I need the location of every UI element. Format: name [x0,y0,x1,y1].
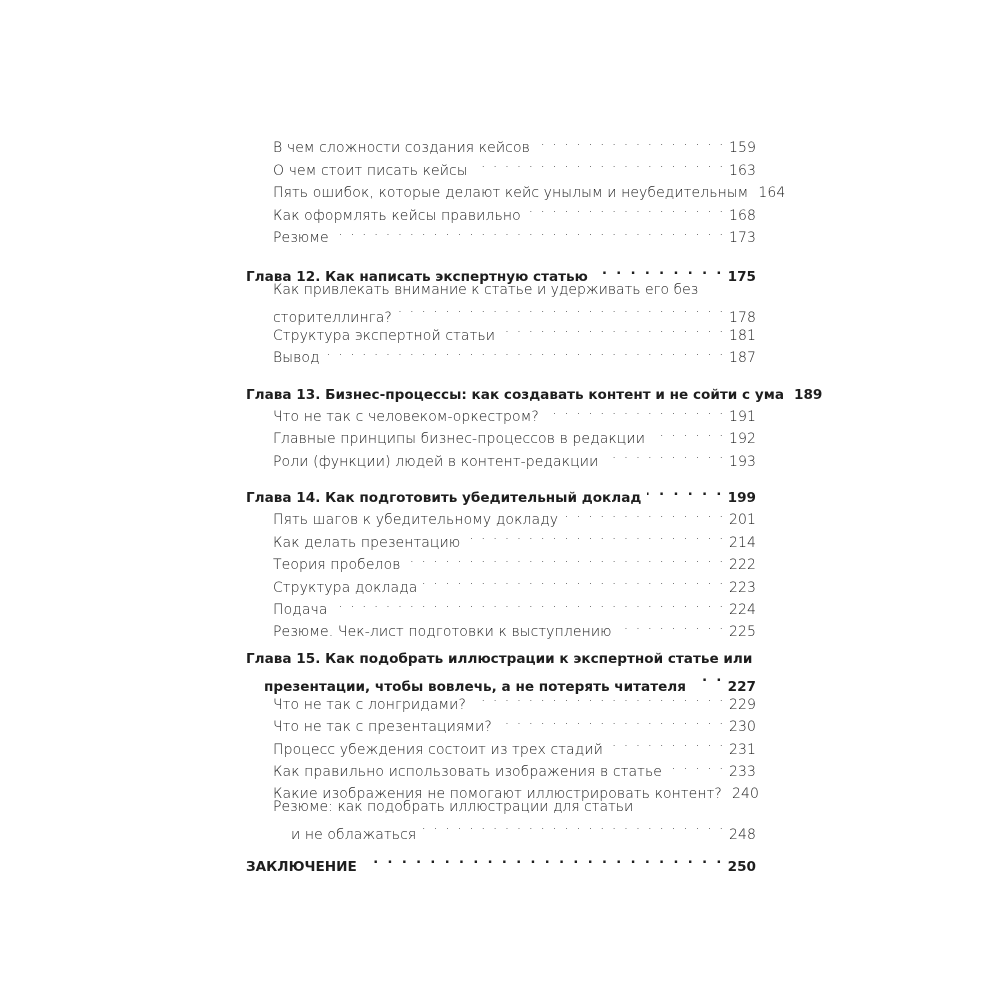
toc-entry-page: 225 [728,624,756,641]
toc-entry-title: Вывод [273,350,320,367]
toc-entry-title: Пять ошибок, которые делают кейс унылым и неубедительным [273,185,749,202]
toc-entry-page: 159 [728,140,756,157]
chapter-heading [246,259,756,286]
toc-entry-page: 191 [728,408,756,425]
conclusion-page: 250 [727,858,756,875]
toc-entry-page: 233 [728,763,756,780]
toc-entry-page: 248 [728,826,756,843]
toc-entry-title: Главные принципы бизнес-процессов в редакции [273,431,646,448]
dot-leader [474,152,725,174]
toc-entry-page: 229 [728,696,756,713]
conclusion-section [246,848,756,875]
toc-entry-title: Как правильно использовать изображения в статье [273,763,663,780]
dot-leader [604,443,725,465]
toc-entry-title: Что не так с человеком-оркестром? [273,408,539,425]
toc-entry-page: 240 [731,786,759,803]
toc-entry-page: 193 [728,453,756,470]
chapter-page: 227 [727,678,756,695]
toc-entry [246,299,756,326]
dot-leader [423,569,724,591]
chapter-page: 189 [794,386,823,403]
toc-entry-page: 187 [728,350,756,367]
toc-entry-page: 230 [728,719,756,736]
dot-leader [594,259,724,281]
chapter-15-section [246,650,759,843]
toc-entry-title: Роли (функции) людей в контент-редакции [273,453,599,470]
toc-entry-title: Резюме. Чек-лист подготовки к выступлению [273,624,612,641]
chapter-title-line2: презентации, чтобы вовлечь, а не потерять читателя [264,678,686,695]
dot-leader [651,421,725,443]
dot-leader [536,130,725,152]
toc-entry-title: Теория пробелов [273,557,401,574]
dot-leader [335,220,725,242]
toc-entry-page: 222 [728,557,756,574]
toc-entry-title: Процесс убеждения состоит из трех стадий [273,741,603,758]
dot-leader [618,614,725,636]
dot-leader [326,340,725,362]
toc-entry-title: Резюме [273,229,329,246]
toc-entry-page: 164 [758,185,786,202]
dot-leader [609,731,725,753]
dot-leader [668,754,725,776]
dot-leader [334,592,725,614]
chapter-title: Глава 13. Бизнес-процессы: как создавать контент и не сойти с ума [246,386,784,403]
toc-entry-title-line1: Как привлекать внимание к статье и удерживать его без [273,282,699,299]
toc-entry-title: Какие изображения не помогают иллюстрировать контент? [273,786,722,803]
dot-leader [472,686,725,708]
toc-entry-page: 192 [728,431,756,448]
toc-entry-page: 168 [728,207,756,224]
dot-leader [363,848,724,870]
chapter-11-section [246,130,786,246]
toc-entry-title-line2: сторителлинга? [273,309,392,326]
toc-entry [246,130,756,157]
chapter-title: Глава 14. Как подготовить убедительный доклад [246,490,642,507]
chapter-page: 199 [727,490,756,507]
dot-leader [407,547,725,569]
conclusion-title: ЗАКЛЮЧЕНИЕ [246,858,357,875]
toc-entry-page: 223 [728,579,756,596]
toc-entry-title: Подача [273,602,328,619]
dot-leader [422,816,725,838]
toc-entry-title: Структура экспертной статьи [273,327,496,344]
toc-entry-title: Как делать презентацию [273,534,461,551]
dot-leader [501,317,725,339]
toc-entry-title: Что не так с презентациями? [273,719,492,736]
toc-entry-title: Пять шагов к убедительному докладу [273,512,559,529]
chapter-13-section [246,376,823,470]
toc-entry-page: 214 [728,534,756,551]
toc-entry-title: Что не так с лонгридами? [273,696,467,713]
dot-leader [545,399,725,421]
toc-entry-title-line2: и не облажаться [291,826,417,843]
chapter-heading [246,668,756,695]
toc-entry-title: Как оформлять кейсы правильно [273,207,521,224]
dot-leader [564,502,725,524]
toc-entry-page: 173 [728,229,756,246]
chapter-page: 175 [727,269,756,286]
table-of-contents [246,130,823,885]
toc-entry-page: 163 [728,162,756,179]
chapter-heading [246,376,823,403]
toc-entry-page: 178 [728,309,756,326]
chapter-title-line1: Глава 15. Как подобрать иллюстрации к экспертной статье или [246,651,753,668]
dot-leader [498,709,725,731]
toc-entry-page: 181 [728,327,756,344]
chapter-14-section [246,480,756,641]
chapter-12-section [246,259,756,367]
toc-entry-title: О чем стоит писать кейсы [273,162,468,179]
toc-entry [246,816,756,843]
toc-entry-page: 231 [728,741,756,758]
dot-leader [527,197,725,219]
dot-leader [647,480,723,502]
chapter-title: Глава 12. Как написать экспертную статью [246,269,588,286]
toc-entry-title: Структура доклада [273,579,418,596]
chapter-heading [246,848,756,875]
toc-entry-page: 201 [728,512,756,529]
toc-entry-page: 224 [728,602,756,619]
toc-entry-title: В чем сложности создания кейсов [273,140,530,157]
chapter-heading [246,480,756,507]
toc-entry-title-line1: Резюме: как подобрать иллюстрации для статьи [273,799,634,816]
dot-leader [466,524,725,546]
